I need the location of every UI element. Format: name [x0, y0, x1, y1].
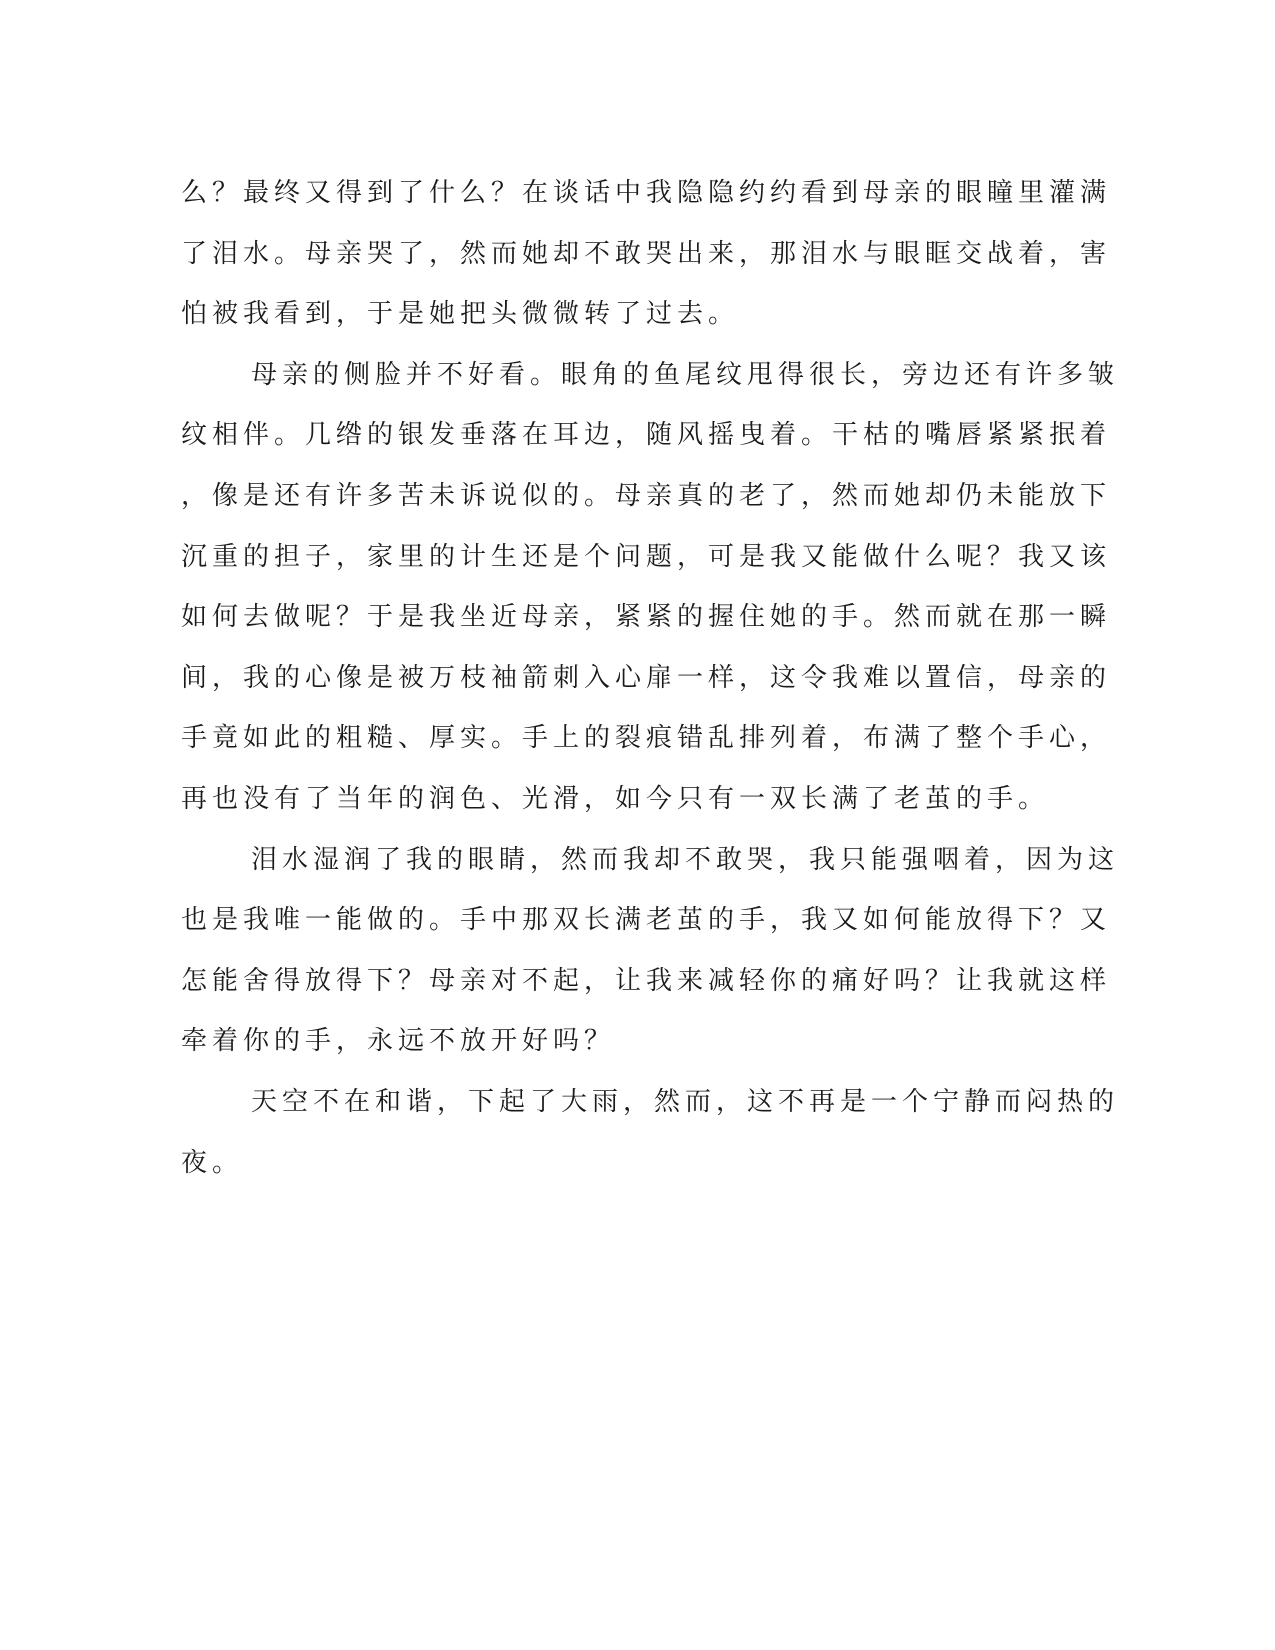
text-line: 怕被我看到，于是她把头微微转了过去。: [181, 299, 740, 330]
text-line: 了泪水。母亲哭了，然而她却不敢哭出来，那泪水与眼眶交战着，害: [181, 238, 1112, 269]
body-text: [181, 163, 1120, 1193]
text-line: 牵着你的手，永远不放开好吗？: [181, 1026, 616, 1057]
text-line: 夜。: [181, 1147, 244, 1178]
paragraph-first-line: 泪水湿润了我的眼睛，然而我却不敢哭，我只能强咽着，因为这: [251, 844, 1120, 875]
paragraph-first-line: 母亲的侧脸并不好看。眼角的鱼尾纹甩得很长，旁边还有许多皱: [251, 359, 1120, 390]
text-line: 怎能舍得放得下？母亲对不起，让我来减轻你的痛好吗？让我就这样: [181, 965, 1112, 996]
text-line: 纹相伴。几绺的银发垂落在耳边，随风摇曳着。干枯的嘴唇紧紧抿着: [181, 420, 1112, 451]
text-line: 也是我唯一能做的。手中那双长满老茧的手，我又如何能放得下？又: [181, 905, 1112, 936]
text-line: 手竟如此的粗糙、厚实。手上的裂痕错乱排列着，布满了整个手心，: [181, 723, 1112, 754]
text-line: 如何去做呢？于是我坐近母亲，紧紧的握住她的手。然而就在那一瞬: [181, 602, 1112, 633]
text-line: 再也没有了当年的润色、光滑，如今只有一双长满了老茧的手。: [181, 783, 1050, 814]
text-line: 间，我的心像是被万枝袖箭刺入心扉一样，这令我难以置信，母亲的: [181, 662, 1112, 693]
paragraph-first-line: 天空不在和谐，下起了大雨，然而，这不再是一个宁静而闷热的: [251, 1086, 1120, 1117]
text-line: 么？最终又得到了什么？在谈话中我隐隐约约看到母亲的眼瞳里灌满: [181, 178, 1112, 208]
text-line: 沉重的担子，家里的计生还是个问题，可是我又能做什么呢？我又该: [181, 541, 1112, 572]
text-line: ，像是还有许多苦未诉说似的。母亲真的老了，然而她却仍未能放下: [181, 480, 1112, 511]
